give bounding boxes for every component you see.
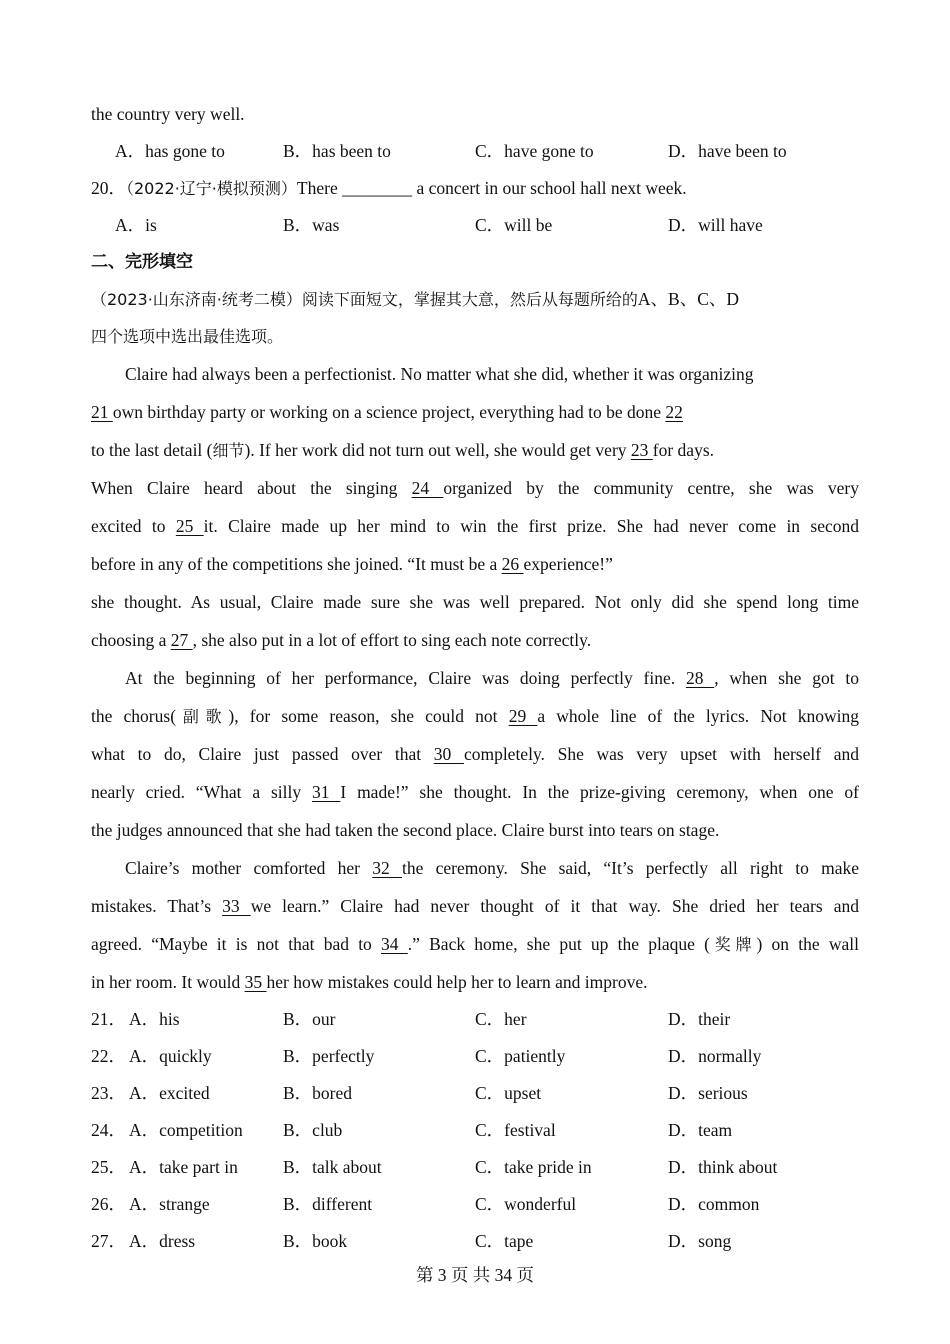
- section-intro-line2: 四个选项中选出最佳选项。: [91, 327, 284, 346]
- blank-33: 33: [222, 896, 251, 916]
- option-c[interactable]: C．tape: [475, 1231, 534, 1251]
- passage-line: [91, 735, 859, 773]
- q20-number: 20．: [91, 178, 126, 198]
- option-d[interactable]: D．normally: [668, 1046, 762, 1066]
- option-c[interactable]: C．upset: [475, 1083, 542, 1103]
- q19-option-b: B．has been to: [283, 141, 391, 161]
- document-page: [91, 96, 859, 1260]
- option-d[interactable]: D．song: [668, 1231, 732, 1251]
- question-row: [91, 1038, 859, 1075]
- passage-text: her how mistakes could help her to learn and improve.: [266, 972, 648, 992]
- option-b[interactable]: B．bored: [283, 1083, 353, 1103]
- question-number: 21．: [91, 1009, 126, 1029]
- blank-21: 21: [91, 402, 113, 422]
- passage-line: [91, 849, 859, 887]
- passage-line: [91, 583, 859, 621]
- option-a[interactable]: A．excited: [129, 1083, 210, 1103]
- passage-line: [91, 355, 859, 393]
- passage-text: excited to: [91, 516, 176, 536]
- option-a[interactable]: A．competition: [129, 1120, 243, 1140]
- option-a[interactable]: A．take part in: [129, 1157, 238, 1177]
- blank-23: 23: [630, 440, 653, 460]
- passage-text: agreed. “Maybe it is not that bad to: [91, 934, 382, 954]
- option-b[interactable]: B．talk about: [283, 1157, 382, 1177]
- q19-option-d: D．have been to: [668, 141, 787, 161]
- passage-text: the judges announced that she had taken the second place. Claire burst into tears on stage.: [91, 820, 720, 840]
- passage-line: [91, 887, 859, 925]
- passage-gloss: 奖牌: [709, 935, 757, 954]
- passage-line: [91, 431, 859, 469]
- passage-line: [91, 659, 859, 697]
- option-a[interactable]: A．his: [129, 1009, 180, 1029]
- question-number: 25．: [91, 1157, 126, 1177]
- passage-line: [91, 963, 859, 1001]
- blank-27: 27: [170, 630, 193, 650]
- q19-continuation: the country very well.: [91, 104, 245, 124]
- passage-text: own birthday party or working on a science project, everything had to be done: [112, 402, 666, 422]
- option-b[interactable]: B．club: [283, 1120, 343, 1140]
- blank-22: 22: [665, 402, 683, 422]
- option-d[interactable]: D．team: [668, 1120, 733, 1140]
- passage-line: [91, 393, 859, 431]
- question-number: 22．: [91, 1046, 126, 1066]
- option-b[interactable]: B．different: [283, 1194, 373, 1214]
- blank-24: 24: [411, 478, 444, 498]
- question-number: 26．: [91, 1194, 126, 1214]
- passage-text: Claire had always been a perfectionist. No matter what she did, whether it was organizing: [125, 364, 754, 384]
- passage-text: she thought. As usual, Claire made sure she was well prepared. Not only did she spend long time: [91, 592, 859, 612]
- option-c[interactable]: C．wonderful: [475, 1194, 577, 1214]
- question-row: [91, 1075, 859, 1112]
- passage-text: before in any of the competitions she joined. “It must be a: [91, 554, 502, 574]
- passage-line: [91, 697, 859, 735]
- q19-option-a: A．has gone to: [115, 141, 225, 161]
- blank-34: 34: [381, 934, 408, 954]
- question-row: [91, 1112, 859, 1149]
- question-number: 23．: [91, 1083, 126, 1103]
- passage-text: experience!”: [523, 554, 613, 574]
- option-d[interactable]: D．serious: [668, 1083, 748, 1103]
- passage-text: to the last detail (: [91, 440, 213, 460]
- blank-26: 26: [501, 554, 524, 574]
- q20-option-a: A．is: [115, 215, 157, 235]
- blank-29: 29: [508, 706, 538, 726]
- question-row: [91, 1223, 859, 1260]
- passage-text: organized by the community centre, she was very: [443, 478, 859, 498]
- blank-25: 25: [175, 516, 204, 536]
- q20-option-c: C．will be: [475, 215, 553, 235]
- option-a[interactable]: A．dress: [129, 1231, 196, 1251]
- option-c[interactable]: C．her: [475, 1009, 527, 1029]
- passage-text: the chorus(: [91, 706, 177, 726]
- intro-choices: A、B、C、D: [637, 289, 740, 309]
- passage-text: it. Claire made up her mind to win the first prize. She had never come in second: [203, 516, 859, 536]
- passage-text: , when she got to: [714, 668, 859, 688]
- passage-text: ), for some reason, she could not: [228, 706, 509, 726]
- passage-line: [91, 925, 859, 963]
- passage-text: in her room. It would: [91, 972, 245, 992]
- passage-text: Claire’s mother comforted her: [125, 858, 373, 878]
- option-d[interactable]: D．common: [668, 1194, 760, 1214]
- blank-32: 32: [372, 858, 402, 878]
- passage-text: choosing a: [91, 630, 171, 650]
- question-number: 24．: [91, 1120, 126, 1140]
- passage-line: [91, 773, 859, 811]
- question-row: [91, 1149, 859, 1186]
- q20-stem: [91, 170, 859, 207]
- blank-35: 35: [244, 972, 267, 992]
- option-c[interactable]: C．patiently: [475, 1046, 566, 1066]
- passage-text: nearly cried. “What a silly: [91, 782, 312, 802]
- q19-options: [91, 133, 859, 170]
- q19-option-c: C．have gone to: [475, 141, 594, 161]
- intro-instructions: 阅读下面短文，掌握其大意，然后从每题所给的: [301, 290, 638, 309]
- q20-option-b: B．was: [283, 215, 340, 235]
- option-a[interactable]: A．quickly: [129, 1046, 212, 1066]
- passage-text: , she also put in a lot of effort to sing each note correctly.: [192, 630, 592, 650]
- q20-options: [91, 207, 859, 244]
- passage-gloss: 副歌: [176, 707, 229, 726]
- q20-source: （2022·辽宁·模拟预测）: [126, 179, 297, 198]
- option-b[interactable]: B．perfectly: [283, 1046, 375, 1066]
- question-number: 27．: [91, 1231, 126, 1251]
- q20-text: There ________ a concert in our school hall next week.: [296, 178, 687, 198]
- passage-text: ). If her work did not turn out well, she would get very: [244, 440, 631, 460]
- passage-text: At the beginning of her performance, Claire was doing perfectly fine.: [125, 668, 686, 688]
- option-c[interactable]: C．festival: [475, 1120, 556, 1140]
- option-c[interactable]: C．take pride in: [475, 1157, 592, 1177]
- page-footer: 第 3 页 共 34 页: [415, 1265, 535, 1285]
- passage-line: [91, 507, 859, 545]
- passage-text: .” Back home, she put up the plaque (: [407, 934, 710, 954]
- passage-text: When Claire heard about the singing: [91, 478, 412, 498]
- question-row: [91, 1001, 859, 1038]
- section-intro-line1: [91, 281, 859, 318]
- section-heading: 二、完形填空: [91, 252, 193, 272]
- passage-text: for days.: [652, 440, 715, 460]
- option-b[interactable]: B．book: [283, 1231, 348, 1251]
- passage-text: completely. She was very upset with herself and: [463, 744, 859, 764]
- passage-text: what to do, Claire just passed over that: [91, 744, 434, 764]
- q20-option-d: D．will have: [668, 215, 763, 235]
- blank-28: 28: [685, 668, 715, 688]
- passage-line: [91, 811, 859, 849]
- blank-30: 30: [433, 744, 464, 764]
- option-a[interactable]: A．strange: [129, 1194, 210, 1214]
- passage-text: a whole line of the lyrics. Not knowing: [537, 706, 859, 726]
- passage-text: I made!” she thought. In the prize-giving ceremony, when one of: [340, 782, 859, 802]
- question-row: [91, 1186, 859, 1223]
- passage-line: [91, 469, 859, 507]
- passage-gloss: 细节: [212, 441, 245, 460]
- intro-source: （2023·山东济南·统考二模）: [91, 290, 302, 309]
- passage-text: ) on the wall: [756, 934, 859, 954]
- option-d[interactable]: D．think about: [668, 1157, 778, 1177]
- question-list: [91, 1001, 859, 1260]
- option-b[interactable]: B．our: [283, 1009, 336, 1029]
- blank-31: 31: [312, 782, 341, 802]
- passage-text: we learn.” Claire had never thought of it that way. She dried her tears and: [250, 896, 859, 916]
- passage-text: the ceremony. She said, “It’s perfectly all right to make: [402, 858, 859, 878]
- passage-line: [91, 545, 859, 583]
- passage-text: mistakes. That’s: [91, 896, 223, 916]
- option-d[interactable]: D．their: [668, 1009, 731, 1029]
- passage-line: [91, 621, 859, 659]
